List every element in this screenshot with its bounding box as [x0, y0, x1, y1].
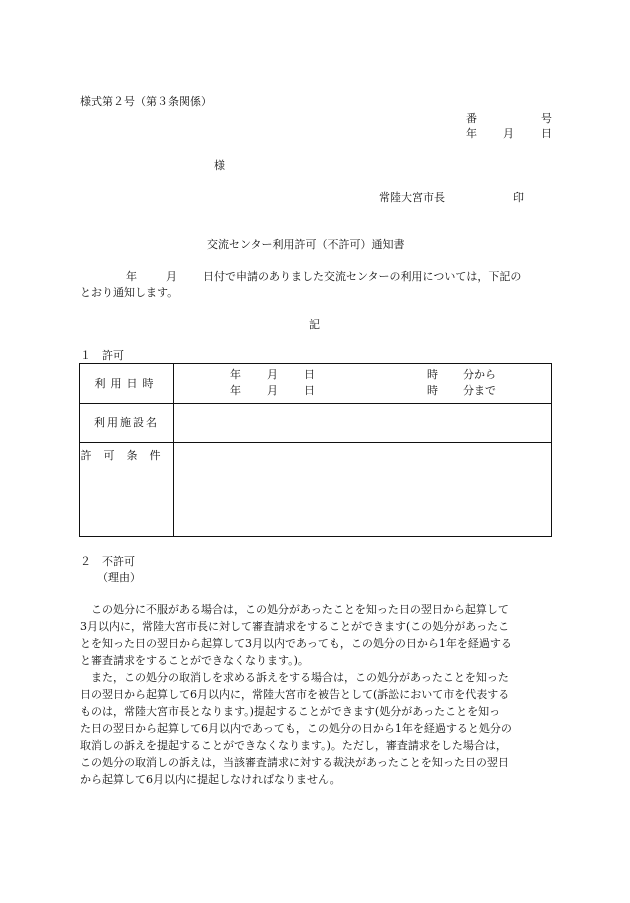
notice-p2-line: から起算して6月以内に提起しなければなりません。: [80, 773, 341, 786]
notice-p2-line: た日の翌日から起算して6月以内であっても，この処分の日から1年を経過すると処分の: [80, 722, 512, 735]
section2-heading: ２ 不許可: [80, 555, 135, 568]
to-year: 年: [230, 384, 241, 397]
facility-value-cell: [174, 404, 552, 443]
from-minute: 分から: [463, 368, 496, 381]
notice-p1-line: とを知った日の翌日から起算して3月以内であっても，この処分の日から1年を経過する: [80, 637, 512, 650]
to-minute: 分まで: [463, 384, 496, 397]
intro-year: 年: [126, 270, 137, 283]
doc-title: 交流センター利用許可（不許可）通知書: [207, 238, 405, 251]
usage-datetime-value-cell: [174, 364, 552, 404]
notice-p2-line: 日の翌日から起算して6月以内に，常陸大宮市を被告として(訴訟において市を代表する: [80, 688, 510, 701]
conditions-label: 許可条件: [80, 449, 173, 462]
issuer-seal: 印: [513, 191, 524, 204]
number-ban: 番: [466, 112, 477, 125]
to-day: 日: [304, 384, 315, 397]
conditions-label-cell: [80, 443, 174, 537]
facility-label-cell: [80, 404, 174, 443]
from-year: 年: [230, 368, 241, 381]
notice-p1-line: 3月以内に，常陸大宮市長に対して審査請求をすることができます(この処分があったこ: [80, 620, 510, 633]
intro-month: 月: [166, 270, 177, 283]
permit-table: [79, 363, 552, 537]
usage-datetime-label-cell: [80, 364, 174, 404]
date-day: 日: [541, 127, 552, 140]
usage-datetime-label: 利用日時: [94, 377, 159, 390]
date-year: 年: [466, 127, 477, 140]
notice-paragraph-1: [80, 601, 552, 669]
notice-p1-line: この処分に不服がある場合は，この処分があったことを知った日の翌日から起算して: [80, 603, 509, 616]
row-facility: [80, 404, 552, 443]
notice-paragraph-2: [80, 669, 552, 788]
number-go: 号: [541, 112, 552, 125]
section2-reason: （理由）: [97, 571, 141, 584]
to-hour: 時: [427, 384, 438, 397]
form-label: 様式第２号（第３条関係）: [80, 95, 212, 108]
ki-mark: 記: [309, 318, 320, 331]
from-day: 日: [304, 368, 315, 381]
row-conditions: [80, 443, 552, 537]
section1-heading: １ 許可: [80, 349, 124, 362]
date-month: 月: [503, 127, 514, 140]
row-usage-datetime: [80, 364, 552, 404]
notice-p2-line: 取消しの訴えを提起することができなくなります。)。ただし，審査請求をした場合は，: [80, 739, 507, 752]
notice-p2-line: また，この処分の取消しを求める訴えをする場合は，この処分があったことを知った: [80, 671, 509, 684]
from-month: 月: [267, 368, 278, 381]
issuer-title: 常陸大宮市長: [379, 191, 445, 204]
notice-p1-line: と審査請求をすることができなくなります。)。: [80, 654, 309, 667]
conditions-value-cell: [174, 443, 552, 537]
intro-text-line2: とおり通知します。: [80, 286, 179, 299]
notice-p2-line: この処分の取消しの訴えは，当該審査請求に対する裁決があったことを知った日の翌日: [80, 756, 509, 769]
facility-label: 利用施設名: [94, 416, 159, 429]
intro-text-line1: 日付で申請のありました交流センターの利用については，下記の: [203, 270, 522, 283]
addressee-suffix: 様: [214, 159, 225, 172]
to-month: 月: [267, 384, 278, 397]
notice-p2-line: ものは，常陸大宮市長となります。)提起することができます(処分があったことを知っ: [80, 705, 501, 718]
from-hour: 時: [427, 368, 438, 381]
